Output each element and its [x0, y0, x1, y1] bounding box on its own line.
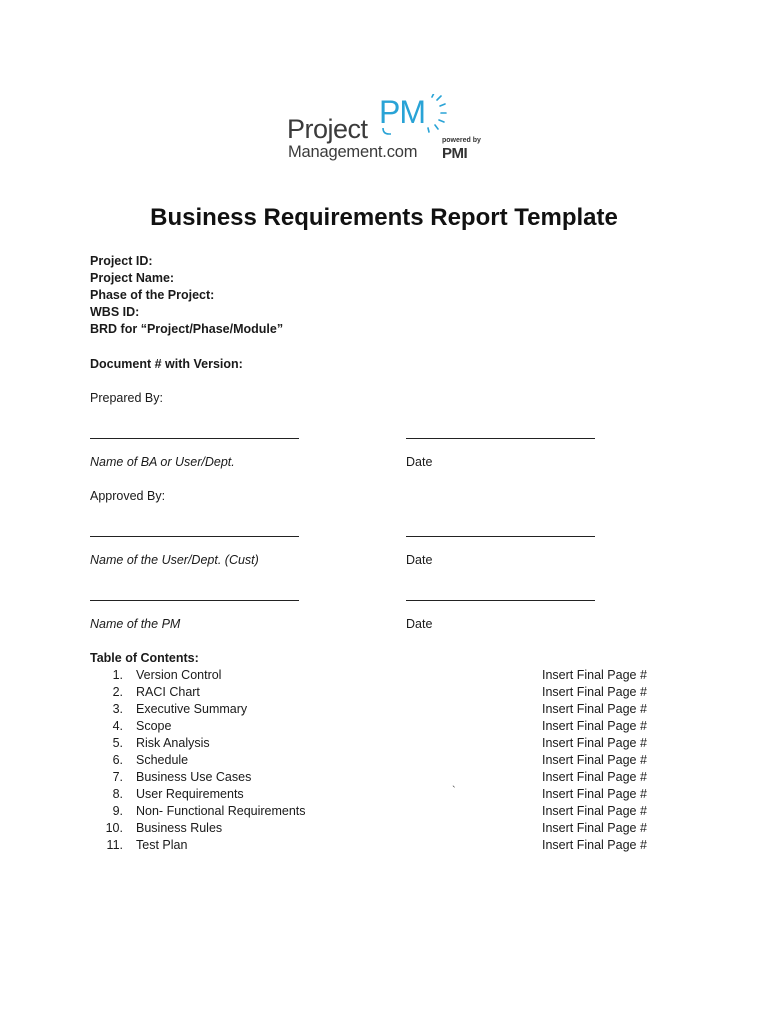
toc-item-page: Insert Final Page #	[542, 804, 647, 818]
toc-item-label: Schedule	[136, 753, 189, 767]
toc-item-page: Insert Final Page #	[542, 685, 647, 699]
name-pm-label: Name of the PM	[90, 617, 181, 631]
toc-item-label: Risk Analysis	[136, 736, 210, 750]
date-label-ba: Date	[406, 455, 433, 469]
toc-item-page: Insert Final Page #	[542, 753, 647, 767]
toc-item-number: 8.	[112, 787, 123, 801]
logo-powered-by: powered by	[442, 137, 481, 144]
signature-line-ba	[90, 438, 299, 439]
toc-item-label: Business Rules	[136, 821, 223, 835]
toc-item-page: Insert Final Page #	[542, 787, 647, 801]
toc-item-number: 4.	[112, 719, 123, 733]
toc-item-page: Insert Final Page #	[542, 668, 647, 682]
field-phase: Phase of the Project:	[90, 288, 215, 302]
name-user-label: Name of the User/Dept. (Cust)	[90, 553, 259, 567]
toc-item-label: RACI Chart	[136, 685, 200, 699]
toc-item-number: 6.	[112, 753, 123, 767]
toc-item-label: User Requirements	[136, 787, 244, 801]
toc-item-label: Non- Functional Requirements	[136, 804, 306, 818]
field-project-id: Project ID:	[90, 254, 153, 268]
toc-item-label: Version Control	[136, 668, 222, 682]
toc-item	[0, 701, 768, 718]
toc-item-label: Executive Summary	[136, 702, 248, 716]
toc-item-number: 2.	[112, 685, 123, 699]
toc-item-page: Insert Final Page #	[542, 736, 647, 750]
toc-item	[0, 735, 768, 752]
name-ba-label: Name of BA or User/Dept.	[90, 455, 235, 469]
field-wbs-id: WBS ID:	[90, 305, 140, 319]
toc-item	[0, 667, 768, 684]
date-line-pm	[406, 600, 595, 601]
toc-item-number: 7.	[112, 770, 123, 784]
date-label-user: Date	[406, 553, 433, 567]
toc-item-number: 11.	[106, 838, 123, 852]
field-document-version: Document # with Version:	[90, 357, 243, 371]
toc-heading: Table of Contents:	[90, 651, 199, 665]
logo-pmi: PMI	[442, 145, 468, 162]
toc-item-page: Insert Final Page #	[542, 821, 647, 835]
field-brd: BRD for “Project/Phase/Module”	[90, 322, 284, 336]
toc-item-page: Insert Final Page #	[542, 719, 647, 733]
toc-item-number: 3.	[112, 702, 123, 716]
toc-item-number: 10.	[105, 821, 123, 835]
date-line-ba	[406, 438, 595, 439]
signature-line-user	[90, 536, 299, 537]
toc-item	[0, 752, 768, 769]
toc-item	[0, 769, 768, 786]
logo-text-project: Project	[287, 114, 368, 144]
prepared-by-label: Prepared By:	[90, 391, 163, 405]
approved-by-label: Approved By:	[90, 489, 166, 503]
date-label-pm: Date	[406, 617, 433, 631]
logo-text-pm: PM	[379, 94, 425, 130]
toc-item-label: Scope	[136, 719, 172, 733]
toc-item	[0, 820, 768, 837]
toc-item-number: 5.	[112, 736, 123, 750]
projectmanagement-logo	[287, 94, 487, 166]
toc-item	[0, 837, 768, 854]
toc-item-label: Test Plan	[136, 838, 188, 852]
document-title: Business Requirements Report Template	[150, 204, 618, 231]
toc-item-label: Business Use Cases	[136, 770, 252, 784]
toc-item-page: Insert Final Page #	[542, 770, 647, 784]
toc-item	[0, 718, 768, 735]
logo-text-management: Management.com	[288, 143, 418, 161]
toc-item-number: 9.	[112, 804, 123, 818]
toc-item	[0, 803, 768, 820]
toc-item-page: Insert Final Page #	[542, 702, 647, 716]
field-project-name: Project Name:	[90, 271, 175, 285]
toc-item-number: 1.	[112, 668, 123, 682]
toc-item	[0, 786, 768, 803]
stray-backtick-mark: `	[452, 785, 456, 797]
toc-item	[0, 684, 768, 701]
date-line-user	[406, 536, 595, 537]
toc-item-page: Insert Final Page #	[542, 838, 647, 852]
signature-line-pm	[90, 600, 299, 601]
